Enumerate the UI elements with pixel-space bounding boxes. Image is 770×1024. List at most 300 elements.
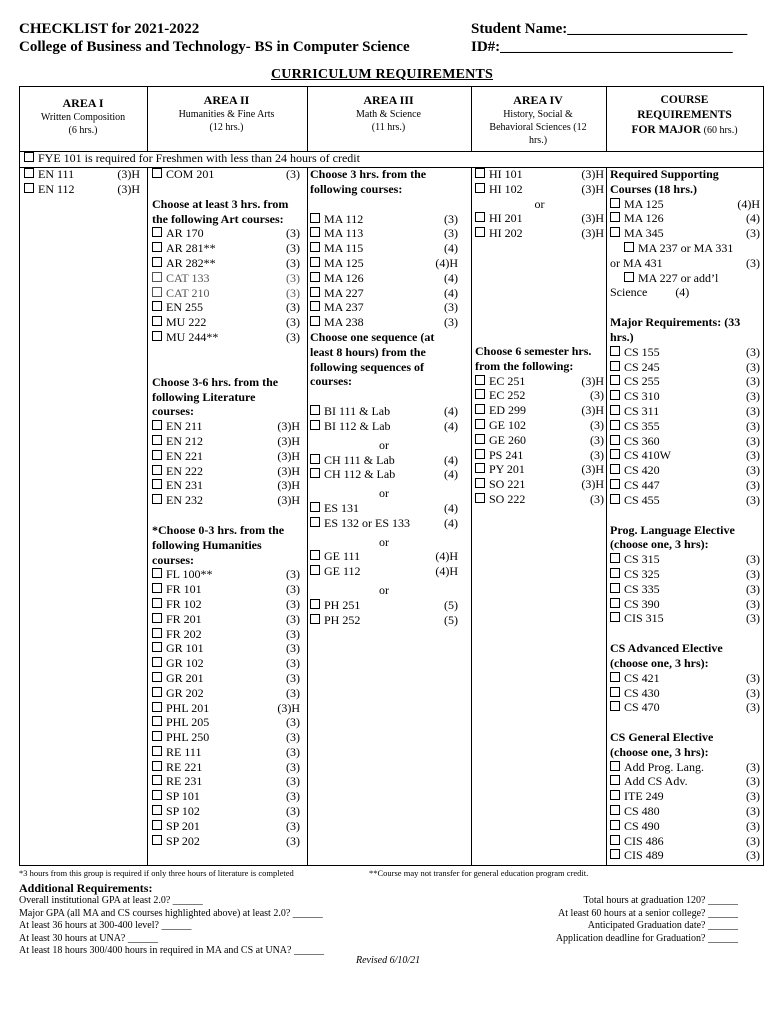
course-item[interactable]	[152, 582, 300, 597]
checkbox[interactable]	[610, 583, 620, 593]
course-item[interactable]	[610, 671, 760, 686]
course-code: PHL 201	[166, 700, 210, 715]
course-item[interactable]	[310, 549, 458, 564]
area2-hrs: (12 hrs.)	[209, 122, 244, 133]
checkbox[interactable]	[152, 316, 162, 326]
checkbox[interactable]	[152, 702, 162, 712]
course-item[interactable]	[310, 564, 458, 579]
course-hours: (3)H	[581, 167, 604, 181]
art-course-list	[152, 226, 300, 344]
course-code: AR 282**	[166, 255, 216, 270]
course-item[interactable]	[152, 315, 300, 330]
area2-header	[147, 93, 306, 134]
checkbox[interactable]	[475, 183, 485, 193]
course-code: PHL 205	[166, 715, 210, 730]
course-item[interactable]	[152, 656, 300, 671]
course-item[interactable]	[475, 374, 604, 389]
course-item[interactable]	[610, 448, 760, 463]
or-separator: or	[379, 437, 389, 452]
checkbox[interactable]	[152, 272, 162, 282]
course-item[interactable]	[610, 567, 760, 582]
course-code: CAT 133	[166, 270, 210, 285]
course-item[interactable]	[610, 611, 760, 626]
course-item[interactable]	[152, 478, 300, 493]
course-item[interactable]	[610, 774, 760, 789]
course-hours: (5)	[444, 612, 458, 627]
course-hours: (3)H	[277, 448, 300, 463]
checkbox[interactable]	[24, 168, 34, 178]
supporting-hrs: (18 hrs.)	[654, 181, 698, 196]
course-item	[610, 285, 760, 300]
course-item[interactable]	[152, 612, 300, 627]
area4-header	[471, 93, 605, 147]
course-item[interactable]	[475, 182, 604, 197]
checkbox[interactable]	[610, 494, 620, 504]
course-hours: (3)	[286, 596, 300, 611]
checkbox[interactable]	[475, 227, 485, 237]
course-item[interactable]	[475, 211, 604, 226]
course-item[interactable]	[310, 467, 458, 482]
checkbox[interactable]	[475, 168, 485, 178]
course-hours: (3)H	[581, 373, 604, 388]
course-item[interactable]	[610, 271, 760, 286]
course-item[interactable]	[610, 404, 760, 419]
checkbox[interactable]	[475, 434, 485, 444]
course-hours: (3)H	[277, 419, 300, 434]
course-item[interactable]	[610, 804, 760, 819]
checkbox[interactable]	[310, 468, 320, 478]
course-hours: (3)	[286, 626, 300, 641]
course-hours: (3)	[286, 567, 300, 582]
checkbox[interactable]	[610, 479, 620, 489]
checkbox[interactable]	[152, 642, 162, 652]
checkbox[interactable]	[152, 583, 162, 593]
course-item[interactable]	[310, 256, 458, 271]
course-item[interactable]	[310, 226, 458, 241]
course-code: EN 212	[166, 433, 203, 448]
course-hours: (3)	[286, 300, 300, 315]
course-item[interactable]	[310, 613, 458, 628]
checkbox[interactable]	[152, 761, 162, 771]
course-code: GR 201	[166, 670, 204, 685]
student-name-field[interactable]: Student Name:________________________	[471, 21, 748, 37]
course-item[interactable]	[610, 493, 760, 508]
requirement-line: Anticipated Graduation date? ______	[587, 920, 738, 932]
checkbox[interactable]	[610, 405, 620, 415]
checkbox[interactable]	[24, 183, 34, 193]
checkbox[interactable]	[310, 565, 320, 575]
course-item[interactable]	[152, 493, 300, 508]
course-item[interactable]	[310, 271, 458, 286]
course-hours: (3)H	[277, 493, 300, 508]
physics-sequence	[310, 598, 458, 628]
course-code: EN 111	[38, 167, 75, 181]
course-code: CS 325	[624, 566, 660, 581]
checkbox[interactable]	[310, 405, 320, 415]
checkbox[interactable]	[610, 598, 620, 608]
checkbox[interactable]	[610, 701, 620, 711]
course-item[interactable]	[475, 403, 604, 418]
checkbox[interactable]	[310, 257, 320, 267]
course-item[interactable]	[152, 597, 300, 612]
course-item[interactable]	[610, 211, 760, 226]
area4-column	[475, 167, 604, 507]
course-item[interactable]	[610, 552, 760, 567]
course-code: AR 170	[166, 226, 204, 241]
course-item[interactable]	[475, 477, 604, 492]
major-column	[610, 167, 760, 863]
course-hours: (3)H	[277, 433, 300, 448]
course-item[interactable]	[310, 315, 458, 330]
checkbox[interactable]	[152, 657, 162, 667]
checkbox[interactable]	[152, 479, 162, 489]
checkbox[interactable]	[610, 790, 620, 800]
checkbox[interactable]	[310, 517, 320, 527]
course-item[interactable]	[610, 700, 760, 715]
course-hours: (3)	[286, 641, 300, 656]
checkbox[interactable]	[310, 272, 320, 282]
checkbox[interactable]	[310, 287, 320, 297]
divider	[471, 168, 472, 866]
course-item[interactable]	[610, 226, 760, 241]
prog-lang-course-list	[610, 552, 760, 626]
requirement-line: At least 60 hours at a senior college? ______	[558, 907, 738, 919]
course-hours: (4)	[746, 211, 760, 226]
course-item[interactable]	[152, 167, 300, 182]
course-item[interactable]	[310, 419, 458, 434]
checkbox[interactable]	[152, 746, 162, 756]
course-hours: (3)	[590, 432, 604, 447]
checkbox[interactable]	[152, 227, 162, 237]
math-heading: Choose 3 hrs. from the following courses:	[310, 167, 427, 196]
course-code: FR 202	[166, 626, 202, 641]
checkbox[interactable]	[310, 599, 320, 609]
course-code: MA 126	[324, 270, 364, 285]
course-code: CIS 315	[624, 611, 664, 626]
course-code: GR 102	[166, 656, 204, 671]
course-item[interactable]	[310, 212, 458, 227]
area4-name: AREA IV	[513, 93, 563, 107]
course-item[interactable]	[610, 434, 760, 449]
checkbox[interactable]	[610, 449, 620, 459]
major-req-heading: Major Requirements: (33 hrs.)	[610, 315, 741, 344]
checkbox[interactable]	[310, 502, 320, 512]
course-hours: (4)	[444, 404, 458, 419]
course-item[interactable]	[610, 686, 760, 701]
course-hours: (3)	[746, 818, 760, 833]
course-code: MU 244**	[166, 329, 219, 344]
course-hours: (3)	[286, 759, 300, 774]
course-hours: (3)	[746, 759, 760, 774]
course-item[interactable]	[152, 300, 300, 315]
checkbox[interactable]	[152, 450, 162, 460]
checkbox[interactable]	[152, 287, 162, 297]
checkbox[interactable]	[152, 465, 162, 475]
checkbox[interactable]	[610, 375, 620, 385]
checkbox[interactable]	[310, 316, 320, 326]
course-code: EN 255	[166, 300, 203, 315]
course-item[interactable]	[310, 241, 458, 256]
course-code: MA 125	[624, 196, 664, 211]
course-hours: (3)	[286, 656, 300, 671]
checkbox[interactable]	[610, 775, 620, 785]
course-item[interactable]	[152, 745, 300, 760]
checkbox[interactable]	[610, 553, 620, 563]
course-item[interactable]	[475, 226, 604, 241]
course-hours: (3)	[746, 774, 760, 789]
course-code: EN 222	[166, 463, 203, 478]
checkbox[interactable]	[610, 687, 620, 697]
major-name: FOR MAJOR	[631, 124, 701, 136]
checkbox[interactable]	[152, 672, 162, 682]
course-item[interactable]	[152, 774, 300, 789]
checkbox[interactable]	[152, 435, 162, 445]
course-code: CS 315	[624, 552, 660, 567]
checkbox[interactable]	[475, 463, 485, 473]
checkbox[interactable]	[610, 820, 620, 830]
fye-item[interactable]	[24, 151, 754, 166]
checkbox[interactable]	[610, 420, 620, 430]
course-code: CS 311	[624, 403, 660, 418]
checkbox[interactable]	[475, 478, 485, 488]
student-id-field[interactable]: ID#:_______________________________	[471, 39, 733, 55]
course-hours: (3)H	[581, 211, 604, 226]
checkbox[interactable]	[610, 464, 620, 474]
course-code: PHL 250	[166, 730, 210, 745]
checkbox[interactable]	[610, 212, 620, 222]
course-item[interactable]	[310, 598, 458, 613]
course-hours: (3)	[286, 315, 300, 330]
checkbox[interactable]	[610, 198, 620, 208]
course-item[interactable]	[475, 492, 604, 507]
course-item[interactable]	[152, 464, 300, 479]
area3-sub: Math & Science	[356, 109, 421, 120]
course-item[interactable]	[310, 453, 458, 468]
course-code: CS 355	[624, 418, 660, 433]
course-code: EN 221	[166, 448, 203, 463]
checkbox[interactable]	[624, 272, 634, 282]
checkbox[interactable]	[610, 612, 620, 622]
course-code: SO 222	[489, 491, 526, 506]
checkbox[interactable]	[475, 493, 485, 503]
checkbox[interactable]	[152, 568, 162, 578]
checkbox[interactable]	[152, 790, 162, 800]
checkbox[interactable]	[610, 835, 620, 845]
checkbox[interactable]	[475, 404, 485, 414]
course-item[interactable]	[610, 463, 760, 478]
checkbox[interactable]	[310, 420, 320, 430]
checkbox[interactable]	[475, 449, 485, 459]
course-hours: (3)	[286, 789, 300, 804]
or-separator: or	[379, 582, 389, 597]
checkbox[interactable]	[475, 212, 485, 222]
checkbox[interactable]	[152, 805, 162, 815]
checkbox[interactable]	[152, 257, 162, 267]
course-hours: (3)H	[581, 403, 604, 418]
checkbox[interactable]	[152, 775, 162, 785]
course-hours: (3)	[286, 730, 300, 745]
checkbox[interactable]	[475, 419, 485, 429]
checkbox[interactable]	[152, 494, 162, 504]
course-hours: (4)	[444, 241, 458, 256]
checkbox[interactable]	[24, 152, 34, 162]
course-item[interactable]	[610, 360, 760, 375]
checkbox[interactable]	[624, 242, 634, 252]
course-hours: (4)H	[435, 549, 458, 564]
course-item[interactable]	[475, 433, 604, 448]
checkbox[interactable]	[610, 761, 620, 771]
course-item[interactable]	[152, 671, 300, 686]
course-item[interactable]	[310, 501, 458, 516]
course-hours: (4)	[444, 467, 458, 482]
page-title: CURRICULUM REQUIREMENTS	[271, 67, 494, 82]
course-code: CS 490	[624, 818, 660, 833]
checkbox[interactable]	[610, 849, 620, 859]
course-item[interactable]	[152, 819, 300, 834]
course-code: RE 231	[166, 774, 203, 789]
course-item[interactable]	[610, 834, 760, 849]
major-hrs: (60 hrs.)	[703, 125, 738, 136]
course-item[interactable]	[610, 389, 760, 404]
checklist-title: CHECKLIST for 2021-2022	[19, 21, 200, 37]
course-item[interactable]	[152, 449, 300, 464]
course-item[interactable]	[610, 197, 760, 212]
footnote-transfer: **Course may not transfer for general education program credit.	[369, 868, 589, 878]
course-code: EN 211	[166, 419, 203, 434]
course-item[interactable]	[610, 819, 760, 834]
checkbox[interactable]	[610, 568, 620, 578]
checkbox[interactable]	[310, 227, 320, 237]
course-item[interactable]	[475, 167, 604, 182]
course-item[interactable]	[152, 701, 300, 716]
checkbox[interactable]	[152, 628, 162, 638]
course-code: FR 201	[166, 611, 202, 626]
course-item[interactable]	[610, 478, 760, 493]
checkbox[interactable]	[152, 420, 162, 430]
course-item[interactable]	[152, 804, 300, 819]
checkbox[interactable]	[152, 835, 162, 845]
checkbox[interactable]	[610, 346, 620, 356]
course-item[interactable]	[310, 516, 458, 531]
checkbox[interactable]	[610, 361, 620, 371]
checkbox[interactable]	[152, 820, 162, 830]
course-item[interactable]	[152, 686, 300, 701]
checkbox[interactable]	[610, 390, 620, 400]
course-code: CIS 486	[624, 833, 664, 848]
prog-lang-heading: Prog. Language Elective (choose one, 3 hrs):	[610, 522, 735, 552]
chemistry-sequence	[310, 453, 458, 483]
checkbox[interactable]	[152, 613, 162, 623]
checkbox[interactable]	[610, 805, 620, 815]
course-item[interactable]	[152, 641, 300, 656]
checkbox[interactable]	[310, 242, 320, 252]
checkbox[interactable]	[152, 331, 162, 341]
major-name: COURSE	[660, 94, 709, 106]
course-item[interactable]	[610, 345, 760, 360]
course-item[interactable]	[310, 404, 458, 419]
course-item[interactable]	[610, 374, 760, 389]
course-hours: (4)	[675, 285, 690, 300]
checkbox[interactable]	[610, 435, 620, 445]
additional-heading: Additional Requirements:	[19, 881, 153, 895]
course-item[interactable]	[610, 597, 760, 612]
additional-requirements	[19, 881, 324, 958]
checkbox[interactable]	[152, 301, 162, 311]
course-item[interactable]	[152, 760, 300, 775]
course-item[interactable]	[610, 789, 760, 804]
course-item[interactable]	[152, 330, 300, 345]
biology-sequence	[310, 404, 458, 434]
checkbox[interactable]	[152, 731, 162, 741]
course-item[interactable]	[475, 388, 604, 403]
course-code: COM 201	[166, 167, 215, 181]
checkbox[interactable]	[152, 168, 162, 178]
course-code: GR 101	[166, 641, 204, 656]
course-item[interactable]	[24, 182, 140, 197]
checkbox[interactable]	[610, 227, 620, 237]
divider	[606, 168, 607, 866]
checkbox[interactable]	[610, 672, 620, 682]
course-item[interactable]	[152, 256, 300, 271]
course-code: MA 113	[324, 226, 364, 241]
checkbox[interactable]	[310, 301, 320, 311]
course-item[interactable]	[475, 462, 604, 477]
course-hours: (3)H	[581, 226, 604, 241]
course-code: GE 102	[489, 417, 526, 432]
course-item[interactable]	[152, 419, 300, 434]
course-item[interactable]	[24, 167, 140, 182]
course-item[interactable]	[152, 434, 300, 449]
course-item[interactable]	[152, 627, 300, 642]
course-hours: (3)	[286, 833, 300, 848]
course-item[interactable]	[152, 226, 300, 241]
course-code: EN 112	[38, 181, 75, 196]
course-item[interactable]	[152, 789, 300, 804]
checkbox[interactable]	[310, 614, 320, 624]
course-item[interactable]	[610, 419, 760, 434]
course-item[interactable]	[310, 300, 458, 315]
checkbox[interactable]	[152, 242, 162, 252]
course-item[interactable]	[152, 715, 300, 730]
checkbox[interactable]	[310, 550, 320, 560]
course-item[interactable]	[152, 834, 300, 849]
checkbox[interactable]	[475, 375, 485, 385]
course-item[interactable]	[610, 582, 760, 597]
checkbox[interactable]	[152, 716, 162, 726]
course-item[interactable]	[152, 241, 300, 256]
checkbox[interactable]	[310, 454, 320, 464]
course-code: GR 202	[166, 685, 204, 700]
course-hours: (3)	[746, 418, 760, 433]
course-item[interactable]	[152, 567, 300, 582]
math-course-list	[310, 212, 458, 330]
course-item[interactable]	[152, 271, 300, 286]
course-item[interactable]	[610, 848, 760, 863]
checkbox[interactable]	[152, 687, 162, 697]
checkbox[interactable]	[475, 389, 485, 399]
major-requirement-list	[610, 345, 760, 508]
course-item[interactable]	[152, 286, 300, 301]
course-item[interactable]	[152, 730, 300, 745]
checkbox[interactable]	[152, 598, 162, 608]
course-item[interactable]	[610, 241, 760, 256]
course-item[interactable]	[610, 760, 760, 775]
course-item[interactable]	[475, 448, 604, 463]
checkbox[interactable]	[310, 213, 320, 223]
course-item[interactable]	[475, 418, 604, 433]
course-item[interactable]	[310, 286, 458, 301]
course-code: CAT 210	[166, 285, 210, 300]
